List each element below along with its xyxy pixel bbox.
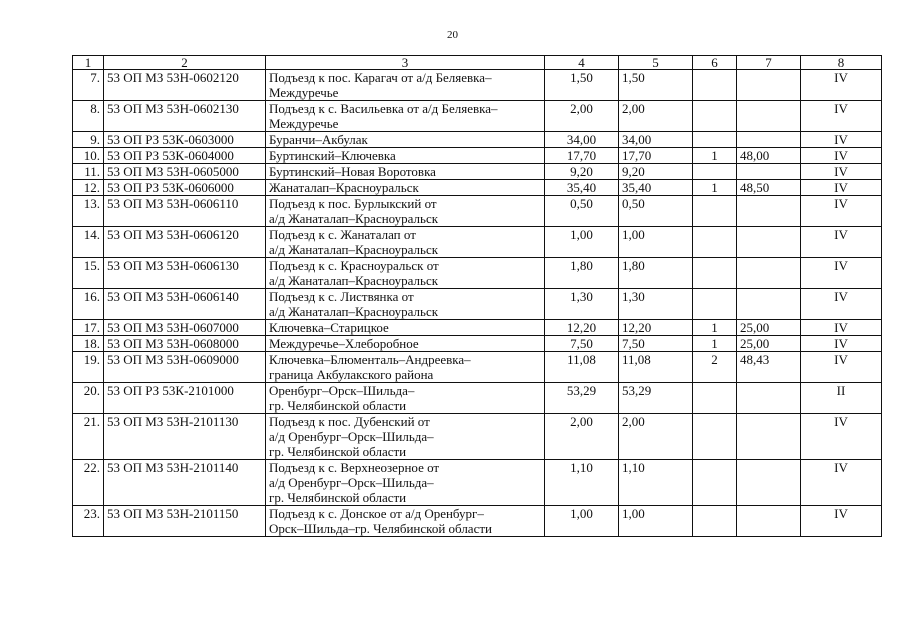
length-cell: 11,08 xyxy=(619,352,693,383)
row-number-cell: 11. xyxy=(73,164,104,180)
road-name-line: Междуречье xyxy=(269,85,339,100)
bridge-count-cell xyxy=(693,506,737,537)
road-code-cell: 53 ОП МЗ 53Н-0602120 xyxy=(104,70,266,101)
category-cell: IV xyxy=(801,132,882,148)
road-name-line: Орск–Шильда–гр. Челябинской области xyxy=(269,521,492,536)
road-code-cell: 53 ОП МЗ 53Н-0606120 xyxy=(104,227,266,258)
table-row xyxy=(73,164,882,180)
table-row xyxy=(73,506,882,537)
road-code-cell: 53 ОП РЗ 53К-0604000 xyxy=(104,148,266,164)
bridge-count-cell xyxy=(693,227,737,258)
category-cell: IV xyxy=(801,414,882,460)
road-name-cell xyxy=(266,70,545,101)
road-name-cell xyxy=(266,320,545,336)
table-row xyxy=(73,227,882,258)
road-name-line: гр. Челябинской области xyxy=(269,444,407,459)
table-row xyxy=(73,336,882,352)
length-cell: 53,29 xyxy=(619,383,693,414)
category-cell: IV xyxy=(801,352,882,383)
row-number-cell: 7. xyxy=(73,70,104,101)
bridge-length-cell: 25,00 xyxy=(737,320,801,336)
total-length-cell: 11,08 xyxy=(545,352,619,383)
road-name-line: Буртинский–Новая Воротовка xyxy=(269,164,436,179)
road-name-cell xyxy=(266,101,545,132)
length-cell: 0,50 xyxy=(619,196,693,227)
total-length-cell: 1,00 xyxy=(545,227,619,258)
table-row xyxy=(73,132,882,148)
road-name-line: Подъезд к пос. Карагач от а/д Беляевка– xyxy=(269,70,492,85)
bridge-length-cell xyxy=(737,132,801,148)
road-name-line: Подъезд к пос. Бурлыкский от xyxy=(269,196,437,211)
total-length-cell: 34,00 xyxy=(545,132,619,148)
table-row xyxy=(73,180,882,196)
road-name-cell xyxy=(266,414,545,460)
road-name-line: Подъезд к пос. Дубенский от xyxy=(269,414,430,429)
total-length-cell: 35,40 xyxy=(545,180,619,196)
category-cell: IV xyxy=(801,227,882,258)
bridge-length-cell xyxy=(737,414,801,460)
road-name-line: а/д Жанаталап–Красноуральск xyxy=(269,211,439,226)
road-code-cell: 53 ОП РЗ 53К-0606000 xyxy=(104,180,266,196)
road-code-cell: 53 ОП МЗ 53Н-2101130 xyxy=(104,414,266,460)
length-cell: 1,30 xyxy=(619,289,693,320)
row-number-cell: 17. xyxy=(73,320,104,336)
road-code-cell: 53 ОП МЗ 53Н-0607000 xyxy=(104,320,266,336)
bridge-count-cell xyxy=(693,460,737,506)
bridge-count-cell: 1 xyxy=(693,148,737,164)
total-length-cell: 17,70 xyxy=(545,148,619,164)
total-length-cell: 1,30 xyxy=(545,289,619,320)
category-cell: IV xyxy=(801,196,882,227)
bridge-length-cell xyxy=(737,70,801,101)
road-name-cell xyxy=(266,164,545,180)
road-code-cell: 53 ОП МЗ 53Н-0606110 xyxy=(104,196,266,227)
road-name-line: Буртинский–Ключевка xyxy=(269,148,396,163)
road-name-line: а/д Жанаталап–Красноуральск xyxy=(269,242,439,257)
length-cell: 34,00 xyxy=(619,132,693,148)
road-name-cell xyxy=(266,383,545,414)
length-cell: 17,70 xyxy=(619,148,693,164)
bridge-count-cell xyxy=(693,383,737,414)
road-name-line: гр. Челябинской области xyxy=(269,398,407,413)
bridge-count-cell xyxy=(693,196,737,227)
bridge-count-cell: 2 xyxy=(693,352,737,383)
total-length-cell: 2,00 xyxy=(545,101,619,132)
bridge-count-cell xyxy=(693,70,737,101)
road-name-cell xyxy=(266,227,545,258)
category-cell: IV xyxy=(801,148,882,164)
row-number-cell: 18. xyxy=(73,336,104,352)
road-name-cell xyxy=(266,258,545,289)
category-cell: IV xyxy=(801,506,882,537)
bridge-length-cell xyxy=(737,289,801,320)
bridge-length-cell xyxy=(737,101,801,132)
table-row xyxy=(73,414,882,460)
table-row xyxy=(73,320,882,336)
bridge-count-cell: 1 xyxy=(693,320,737,336)
bridge-length-cell xyxy=(737,164,801,180)
road-name-line: Подъезд к с. Донское от а/д Оренбург– xyxy=(269,506,484,521)
row-number-cell: 20. xyxy=(73,383,104,414)
total-length-cell: 1,80 xyxy=(545,258,619,289)
total-length-cell: 1,10 xyxy=(545,460,619,506)
bridge-count-cell xyxy=(693,289,737,320)
row-number-cell: 23. xyxy=(73,506,104,537)
road-name-line: Ключевка–Старицкое xyxy=(269,320,389,335)
header-cell: 7 xyxy=(737,56,801,70)
length-cell: 2,00 xyxy=(619,101,693,132)
road-code-cell: 53 ОП МЗ 53Н-0608000 xyxy=(104,336,266,352)
road-name-line: Подъезд к с. Верхнеозерное от xyxy=(269,460,440,475)
bridge-count-cell xyxy=(693,164,737,180)
total-length-cell: 9,20 xyxy=(545,164,619,180)
category-cell: II xyxy=(801,383,882,414)
road-code-cell: 53 ОП МЗ 53Н-2101140 xyxy=(104,460,266,506)
road-name-cell xyxy=(266,180,545,196)
road-name-cell xyxy=(266,132,545,148)
table-row xyxy=(73,289,882,320)
road-name-line: Оренбург–Орск–Шильда– xyxy=(269,383,415,398)
total-length-cell: 1,00 xyxy=(545,506,619,537)
category-cell: IV xyxy=(801,180,882,196)
header-cell: 6 xyxy=(693,56,737,70)
table-row xyxy=(73,196,882,227)
road-name-line: Ключевка–Блюменталь–Андреевка– xyxy=(269,352,471,367)
row-number-cell: 15. xyxy=(73,258,104,289)
header-cell: 3 xyxy=(266,56,545,70)
length-cell: 1,00 xyxy=(619,506,693,537)
row-number-cell: 19. xyxy=(73,352,104,383)
bridge-count-cell xyxy=(693,132,737,148)
road-name-cell xyxy=(266,336,545,352)
row-number-cell: 10. xyxy=(73,148,104,164)
table-row xyxy=(73,352,882,383)
road-name-cell xyxy=(266,148,545,164)
road-name-line: а/д Жанаталап–Красноуральск xyxy=(269,304,439,319)
bridge-length-cell xyxy=(737,460,801,506)
total-length-cell: 7,50 xyxy=(545,336,619,352)
road-code-cell: 53 ОП МЗ 53Н-0606140 xyxy=(104,289,266,320)
road-name-cell xyxy=(266,460,545,506)
row-number-cell: 13. xyxy=(73,196,104,227)
bridge-length-cell: 48,50 xyxy=(737,180,801,196)
category-cell: IV xyxy=(801,70,882,101)
road-name-line: Междуречье–Хлеборобное xyxy=(269,336,419,351)
bridge-length-cell xyxy=(737,196,801,227)
header-cell: 1 xyxy=(73,56,104,70)
bridge-length-cell: 48,00 xyxy=(737,148,801,164)
road-code-cell: 53 ОП МЗ 53Н-0606130 xyxy=(104,258,266,289)
category-cell: IV xyxy=(801,258,882,289)
total-length-cell: 53,29 xyxy=(545,383,619,414)
header-cell: 4 xyxy=(545,56,619,70)
length-cell: 1,50 xyxy=(619,70,693,101)
table-row xyxy=(73,70,882,101)
header-row xyxy=(73,56,882,70)
row-number-cell: 8. xyxy=(73,101,104,132)
length-cell: 9,20 xyxy=(619,164,693,180)
road-name-cell xyxy=(266,196,545,227)
road-name-line: граница Акбулакского района xyxy=(269,367,434,382)
length-cell: 7,50 xyxy=(619,336,693,352)
row-number-cell: 16. xyxy=(73,289,104,320)
road-name-line: Подъезд к с. Жанаталап от xyxy=(269,227,416,242)
road-name-line: гр. Челябинской области xyxy=(269,490,407,505)
header-cell: 5 xyxy=(619,56,693,70)
table-row xyxy=(73,101,882,132)
total-length-cell: 2,00 xyxy=(545,414,619,460)
bridge-count-cell xyxy=(693,414,737,460)
bridge-length-cell xyxy=(737,227,801,258)
bridge-count-cell xyxy=(693,101,737,132)
header-cell: 2 xyxy=(104,56,266,70)
table-row xyxy=(73,460,882,506)
length-cell: 35,40 xyxy=(619,180,693,196)
bridge-length-cell xyxy=(737,258,801,289)
bridge-length-cell xyxy=(737,506,801,537)
category-cell: IV xyxy=(801,289,882,320)
header-cell: 8 xyxy=(801,56,882,70)
category-cell: IV xyxy=(801,320,882,336)
road-code-cell: 53 ОП РЗ 53К-2101000 xyxy=(104,383,266,414)
bridge-count-cell: 1 xyxy=(693,336,737,352)
total-length-cell: 0,50 xyxy=(545,196,619,227)
bridge-count-cell xyxy=(693,258,737,289)
row-number-cell: 12. xyxy=(73,180,104,196)
road-name-cell xyxy=(266,352,545,383)
road-code-cell: 53 ОП РЗ 53К-0603000 xyxy=(104,132,266,148)
road-name-line: Междуречье xyxy=(269,116,339,131)
bridge-count-cell: 1 xyxy=(693,180,737,196)
road-name-cell xyxy=(266,506,545,537)
length-cell: 1,80 xyxy=(619,258,693,289)
bridge-length-cell xyxy=(737,383,801,414)
bridge-length-cell: 48,43 xyxy=(737,352,801,383)
length-cell: 2,00 xyxy=(619,414,693,460)
road-name-line: Подъезд к с. Красноуральск от xyxy=(269,258,439,273)
road-code-cell: 53 ОП МЗ 53Н-0609000 xyxy=(104,352,266,383)
category-cell: IV xyxy=(801,164,882,180)
road-name-line: а/д Оренбург–Орск–Шильда– xyxy=(269,475,434,490)
length-cell: 1,10 xyxy=(619,460,693,506)
total-length-cell: 12,20 xyxy=(545,320,619,336)
road-name-line: Подъезд к с. Васильевка от а/д Беляевка– xyxy=(269,101,498,116)
road-code-cell: 53 ОП МЗ 53Н-0602130 xyxy=(104,101,266,132)
length-cell: 1,00 xyxy=(619,227,693,258)
road-code-cell: 53 ОП МЗ 53Н-0605000 xyxy=(104,164,266,180)
length-cell: 12,20 xyxy=(619,320,693,336)
row-number-cell: 9. xyxy=(73,132,104,148)
row-number-cell: 21. xyxy=(73,414,104,460)
table-row xyxy=(73,258,882,289)
category-cell: IV xyxy=(801,336,882,352)
total-length-cell: 1,50 xyxy=(545,70,619,101)
road-code-cell: 53 ОП МЗ 53Н-2101150 xyxy=(104,506,266,537)
category-cell: IV xyxy=(801,101,882,132)
road-name-line: Жанаталап–Красноуральск xyxy=(269,180,419,195)
row-number-cell: 22. xyxy=(73,460,104,506)
road-name-line: Подъезд к с. Листвянка от xyxy=(269,289,414,304)
roads-table xyxy=(72,55,882,537)
table-row xyxy=(73,383,882,414)
row-number-cell: 14. xyxy=(73,227,104,258)
road-name-line: а/д Оренбург–Орск–Шильда– xyxy=(269,429,434,444)
page-number: 20 xyxy=(447,29,458,41)
category-cell: IV xyxy=(801,460,882,506)
bridge-length-cell: 25,00 xyxy=(737,336,801,352)
road-name-cell xyxy=(266,289,545,320)
road-name-line: Буранчи–Акбулак xyxy=(269,132,368,147)
table-row xyxy=(73,148,882,164)
road-name-line: а/д Жанаталап–Красноуральск xyxy=(269,273,439,288)
